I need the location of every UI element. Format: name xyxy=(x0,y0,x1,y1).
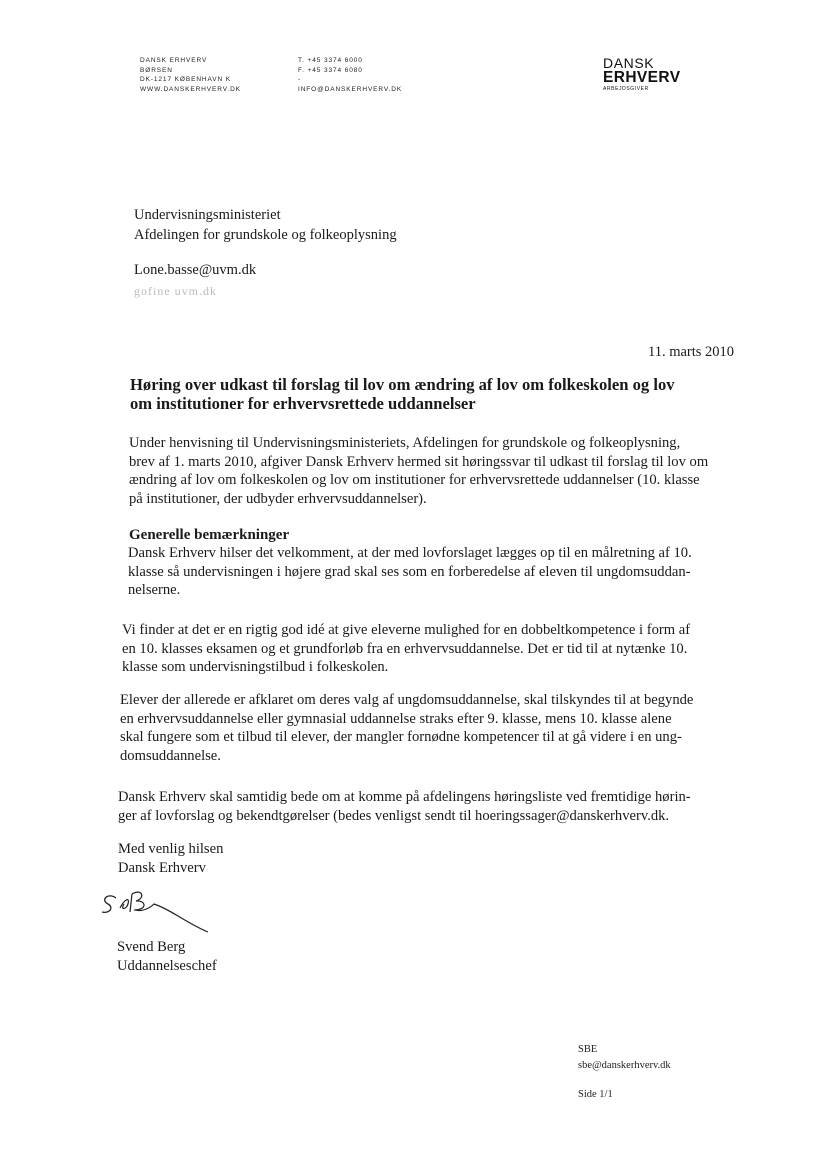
letterhead-address xyxy=(140,56,241,94)
text-line: brev af 1. marts 2010, afgiver Dansk Erhverv hermed sit høringssvar til udkast til forslag til lov om xyxy=(129,453,709,470)
text-line: ændring af lov om folkeskolen og lov om institutioner for erhvervsrettede uddannelser (10. klasse xyxy=(129,472,700,489)
recipient-email: Lone.basse@uvm.dk xyxy=(134,262,257,278)
text-line: Dansk Erhverv skal samtidig bede om at komme på afdelingens høringsliste ved fremtidige hørin- xyxy=(118,789,691,805)
phone: T. +45 3374 6000 xyxy=(298,57,363,64)
text-line: klasse som undervisningstilbud i folkeskolen. xyxy=(122,659,389,676)
text-line: Dansk Erhverv hilser det velkomment, at der med lovforslaget lægges op til en målretning af 10. xyxy=(128,545,692,561)
letterhead-contact xyxy=(298,56,402,94)
text-line: på institutioner, der udbyder erhvervsuddannelser). xyxy=(129,490,427,507)
paragraph-2 xyxy=(122,621,690,677)
recipient-line2: Afdelingen for grundskole og folkeoplysning xyxy=(134,227,397,243)
signatory-name: Svend Berg xyxy=(117,939,186,955)
text-line: en erhvervsuddannelse eller gymnasial uddannelse straks efter 9. klasse, mens 10. klasse alene xyxy=(120,710,672,727)
text-line: Elever der allerede er afklaret om deres valg af ungdomsuddannelse, skal tilskyndes til at begynde xyxy=(120,692,694,708)
letter-date: 11. marts 2010 xyxy=(648,344,735,360)
address-line: DANSK ERHVERV xyxy=(140,57,208,64)
closing xyxy=(118,840,223,877)
address-line: WWW.DANSKERHVERV.DK xyxy=(140,85,241,93)
company-logo xyxy=(603,57,680,93)
logo-line1: DANSK xyxy=(603,55,655,71)
paragraph-4 xyxy=(118,788,691,825)
footer-email: sbe@danskerhverv.dk xyxy=(578,1060,671,1071)
fax: F. +45 3374 6080 xyxy=(298,66,363,74)
text-line: en 10. klasses eksamen og et grundforløb fra en erhvervsuddannelse. Det er tid til at nytænke 10. xyxy=(122,640,688,657)
handwritten-signature xyxy=(98,886,218,936)
text-line: domsuddannelse. xyxy=(120,747,221,764)
address-line: BØRSEN xyxy=(140,66,173,74)
text-line: Dansk Erhverv xyxy=(118,859,206,876)
recipient-email-faded: gofine uvm.dk xyxy=(134,284,217,298)
intro-paragraph xyxy=(129,434,708,508)
recipient-line1: Undervisningsministeriet xyxy=(134,207,281,223)
address-line: DK-1217 KØBENHAVN K xyxy=(140,76,232,83)
footer-initials: SBE xyxy=(578,1044,598,1055)
signatory-title: Uddannelseschef xyxy=(117,957,217,974)
text-line: Med venlig hilsen xyxy=(118,841,224,857)
page-number: Side 1/1 xyxy=(578,1089,613,1100)
logo-line3: ARBEJDSGIVER xyxy=(603,86,649,92)
text-line: skal fungere som et tilbud til elever, der mangler fornødne kompetencer til at gå videre i en ung- xyxy=(120,729,682,746)
signatory xyxy=(117,938,217,975)
paragraph-3 xyxy=(120,691,693,765)
paragraph-1 xyxy=(128,544,692,600)
text-line: Under henvisning til Undervisningsministeriets, Afdelingen for grundskole og folkeoplysning, xyxy=(129,435,681,451)
text-line: Vi finder at det er en rigtig god idé at give eleverne mulighed for en dobbeltkompetence i form af xyxy=(122,622,691,638)
title-line: Høring over udkast til forslag til lov om ændring af lov om folkeskolen og lov xyxy=(130,375,675,394)
letter-title xyxy=(130,375,675,413)
contact-email: INFO@DANSKERHVERV.DK xyxy=(298,85,403,93)
title-line: om institutioner for erhvervsrettede uddannelser xyxy=(130,394,476,413)
text-line: klasse så undervisningen i højere grad skal ses som en forberedelse af eleven til ungdomsuddan- xyxy=(128,563,691,580)
text-line: ger af lovforslag og bekendtgørelser (bedes venligst sendt til hoeringssager@danskerhverv.dk. xyxy=(118,807,670,824)
logo-line2: ERHVERV xyxy=(603,69,681,86)
dash: - xyxy=(298,76,302,83)
text-line: nelserne. xyxy=(128,582,181,599)
section-heading: Generelle bemærkninger xyxy=(129,527,290,543)
